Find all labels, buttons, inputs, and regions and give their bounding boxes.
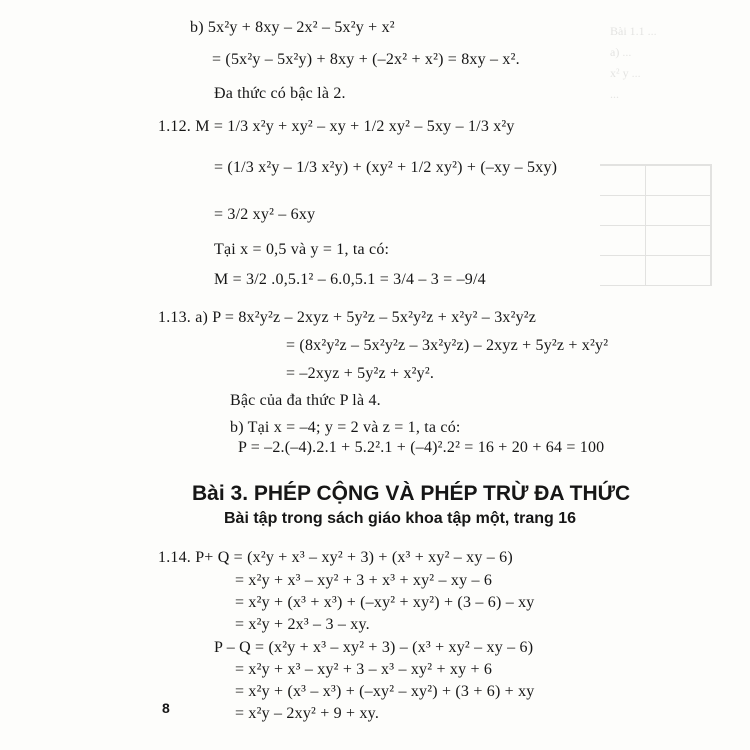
solution-line-l05: = (1/3 x²y – 1/3 x²y) + (xy² + 1/2 xy²) + (–xy – 5xy) (214, 159, 558, 176)
solution-line-l14: P = –2.(–4).2.1 + 5.2².1 + (–4)².2² = 16 + 20 + 64 = 100 (238, 439, 605, 456)
solution-line-l03: Đa thức có bậc là 2. (214, 85, 346, 102)
solution-line-l11: = –2xyz + 5y²z + x²y². (286, 365, 435, 382)
solution-line-l15: 1.14. P+ Q = (x²y + x³ – xy² + 3) + (x³ + xy² – xy – 6) (158, 549, 513, 566)
solution-line-l21: = x²y + (x³ – x³) + (–xy² – xy²) + (3 + 6) + xy (235, 683, 535, 700)
bleed-through-texture: Bài 1.1 ... a) ... x² y ... ... (600, 20, 750, 680)
solution-line-l17: = x²y + (x³ + x³) + (–xy² + xy²) + (3 – 6) – xy (235, 594, 535, 611)
solution-line-l18: = x²y + 2x³ – 3 – xy. (235, 616, 370, 633)
section-title: Bài 3. PHÉP CỘNG VÀ PHÉP TRỪ ĐA THỨC (192, 482, 631, 505)
solution-line-l13: b) Tại x = –4; y = 2 và z = 1, ta có: (230, 419, 461, 436)
solution-line-l19: P – Q = (x²y + x³ – xy² + 3) – (x³ + xy² – xy – 6) (214, 639, 534, 656)
page-number: 8 (162, 700, 170, 716)
solution-line-l02: = (5x²y – 5x²y) + 8xy + (–2x² + x²) = 8xy – x². (212, 51, 520, 68)
solution-line-l20: = x²y + x³ – xy² + 3 – x³ – xy² + xy + 6 (235, 661, 493, 678)
solution-line-l09: 1.13. a) P = 8x²y²z – 2xyz + 5y²z – 5x²y²z + x²y² – 3x²y²z (158, 309, 537, 326)
solution-line-l07: Tại x = 0,5 và y = 1, ta có: (214, 241, 390, 258)
section-subtitle: Bài tập trong sách giáo khoa tập một, trang 16 (224, 510, 577, 527)
solution-line-l12: Bậc của đa thức P là 4. (230, 392, 381, 409)
solution-line-l16: = x²y + x³ – xy² + 3 + x³ + xy² – xy – 6 (235, 572, 493, 589)
solution-line-l08: M = 3/2 .0,5.1² – 6.0,5.1 = 3/4 – 3 = –9/4 (214, 271, 486, 288)
solution-line-l04: 1.12. M = 1/3 x²y + xy² – xy + 1/2 xy² – 5xy – 1/3 x²y (158, 118, 515, 135)
solution-line-l06: = 3/2 xy² – 6xy (214, 206, 316, 223)
solution-line-l01: b) 5x²y + 8xy – 2x² – 5x²y + x² (190, 19, 395, 36)
solution-line-l22: = x²y – 2xy² + 9 + xy. (235, 705, 380, 722)
solution-line-l10: = (8x²y²z – 5x²y²z – 3x²y²z) – 2xyz + 5y²z + x²y² (286, 337, 609, 354)
